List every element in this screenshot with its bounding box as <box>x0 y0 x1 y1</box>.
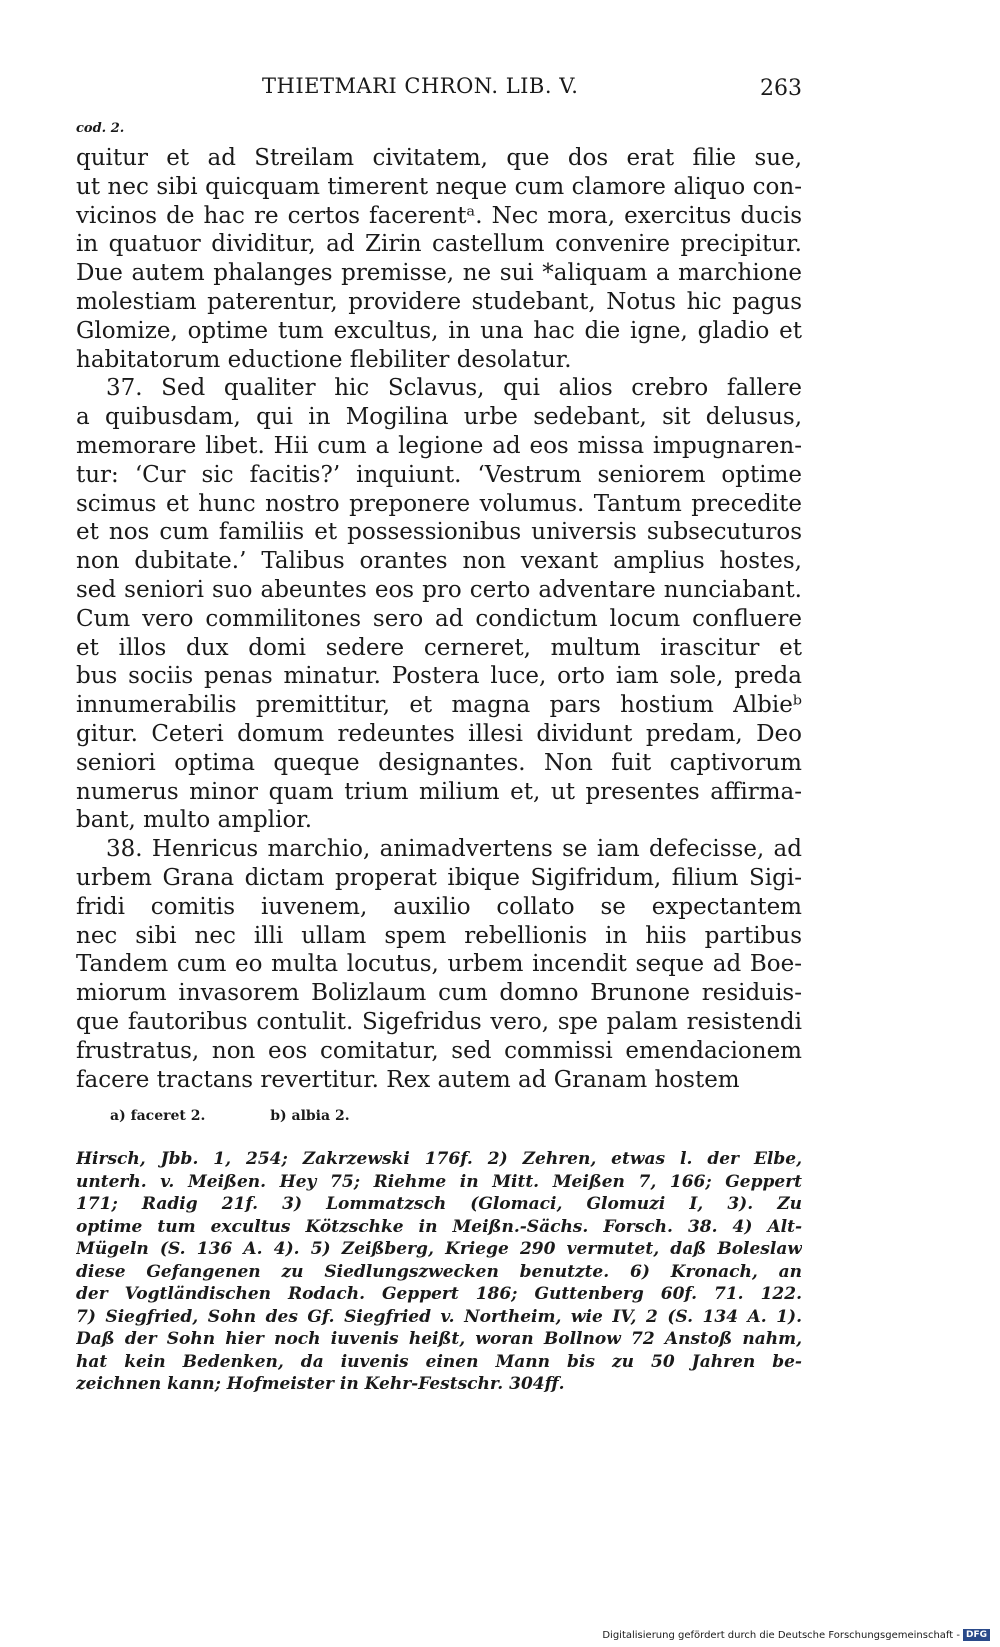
text-line <box>76 346 802 375</box>
text-line <box>76 922 802 951</box>
text-line <box>76 806 802 835</box>
footnote-line: optime tum excultus Kötzschke in Meißn.-Sächs. Forsch. 38. 4) Alt- <box>76 1216 802 1237</box>
footnote-line: zeichnen kann; Hofmeister in Kehr-Festschr. 304ff. <box>76 1374 565 1394</box>
text-line-content: ut nec sibi quicquam timerent neque cum clamore aliquo con- <box>76 173 802 200</box>
page-number: 263 <box>760 76 802 101</box>
text-line <box>76 432 802 461</box>
text-line-content: et nos cum familiis et possessionibus universis subsecuturos <box>76 519 802 546</box>
text-line-content: 37. Sed qualiter hic Sclavus, qui alios crebro fallere <box>106 375 802 402</box>
footnote-line: Mügeln (S. 136 A. 4). 5) Zeißberg, Kriege 290 vermutet, daß Boleslaw <box>76 1239 802 1259</box>
footnote-line: Hirsch, Jbb. 1, 254; Zakrzewski 176f. 2) Zehren, etwas l. der Elbe, <box>76 1149 802 1169</box>
variant-b: b) albia 2. <box>270 1108 350 1124</box>
text-line <box>76 720 802 749</box>
footnote-line: unterh. v. Meißen. Hey 75; Riehme in Mitt. Meißen 7, 166; Geppert <box>76 1171 802 1192</box>
text-line <box>76 518 802 547</box>
text-line-content: numerus minor quam trium milium et, ut presentes affirma- <box>76 778 802 805</box>
footnote-line: diese Gefangenen zu Siedlungszwecken benutzte. 6) Kronach, an <box>76 1261 802 1282</box>
text-line <box>76 490 802 519</box>
footnote-line: hat kein Bedenken, da iuvenis einen Mann bis zu 50 Jahren be- <box>76 1351 802 1372</box>
text-line <box>76 749 802 778</box>
text-line-content: vicinos de hac re certos facerentᵃ. Nec mora, exercitus ducis <box>76 202 802 229</box>
footer-text: Digitalisierung gefördert durch die Deutsche Forschungsgemeinschaft - <box>602 1629 960 1641</box>
text-line <box>76 173 802 202</box>
text-line-content: a quibusdam, qui in Mogilina urbe sedebant, sit delusus, <box>76 404 802 431</box>
text-line-content: memorare libet. Hii cum a legione ad eos missa impugnaren- <box>76 432 802 459</box>
footnotes <box>76 1148 802 1396</box>
text-line-content: Glomize, optime tum excultus, in una hac die igne, gladio et <box>76 317 802 344</box>
footnote-line: 7) Siegfried, Sohn des Gf. Siegfried v. Northeim, wie IV, 2 (S. 134 A. 1). <box>76 1306 802 1327</box>
text-line <box>76 864 802 893</box>
text-line <box>76 835 802 864</box>
text-line <box>76 576 802 605</box>
text-line-content: nec sibi nec illi ullam spem rebellionis in hiis partibus <box>76 922 802 949</box>
footnote-line: Daß der Sohn hier noch iuvenis heißt, woran Bollnow 72 Anstoß nahm, <box>76 1329 802 1349</box>
text-line <box>76 547 802 576</box>
variant-a: a) faceret 2. <box>110 1108 206 1124</box>
text-line <box>76 1008 802 1037</box>
text-line <box>76 288 802 317</box>
text-line <box>76 691 802 720</box>
text-line-content: molestiam paterentur, providere studebant, Notus hic pagus <box>76 288 802 315</box>
text-line <box>76 230 802 259</box>
text-line-content: habitatorum eductione flebiliter desolatur. <box>76 346 572 373</box>
text-line-content: scimus et hunc nostro preponere volumus. Tantum precedite <box>76 490 802 517</box>
variant-readings <box>110 1108 410 1124</box>
text-line-content: sed seniori suo abeuntes eos pro certo adventare nunciabant. <box>76 576 802 603</box>
text-line-content: seniori optima queque designantes. Non fuit captivorum <box>76 749 802 776</box>
footnote-line: 171; Radig 21f. 3) Lommatzsch (Glomaci, Glomuzi I, 3). Zu <box>76 1194 802 1214</box>
text-line <box>76 662 802 691</box>
text-line-content: in quatuor dividitur, ad Zirin castellum convenire precipitur. <box>76 231 802 258</box>
text-line-content: quitur et ad Streilam civitatem, que dos erat filie sue, <box>76 145 802 171</box>
text-line-content: 38. Henricus marchio, animadvertens se iam defecisse, ad <box>106 836 802 863</box>
text-line <box>76 893 802 922</box>
text-line-content: Tandem cum eo multa locutus, urbem incendit seque ad Boe- <box>76 951 802 978</box>
text-line-content: Due autem phalanges premisse, ne sui *aliquam a marchione <box>76 260 802 287</box>
text-line <box>76 605 802 634</box>
dfg-logo: DFG <box>963 1629 990 1641</box>
text-line <box>76 979 802 1008</box>
text-line-content: Cum vero commilitones sero ad condictum locum confluere <box>76 605 802 632</box>
text-line <box>76 202 802 231</box>
text-line-content: bant, multo amplior. <box>76 807 313 834</box>
text-line-content: non dubitate.’ Talibus orantes non vexant amplius hostes, <box>76 548 802 575</box>
text-line-content: urbem Grana dictam properat ibique Sigifridum, filium Sigi- <box>76 864 802 891</box>
text-line <box>76 317 802 346</box>
text-line <box>76 634 802 663</box>
text-line-content: bus sociis penas minatur. Postera luce, orto iam sole, preda <box>76 663 802 690</box>
text-line <box>76 950 802 979</box>
footnote-line: der Vogtländischen Rodach. Geppert 186; Guttenberg 60f. 71. 122. <box>76 1284 802 1304</box>
text-line-content: frustratus, non eos comitatur, sed commissi emendacionem <box>76 1037 802 1064</box>
text-line <box>76 778 802 807</box>
running-title: THIETMARI CHRON. LIB. V. <box>262 74 579 98</box>
text-line <box>76 144 802 173</box>
digitization-footer <box>602 1629 990 1641</box>
text-line-content: miorum invasorem Bolizlaum cum domno Brunone residuis- <box>76 980 802 1007</box>
text-line <box>76 259 802 288</box>
page-header <box>72 70 802 110</box>
text-line-content: gitur. Ceteri domum redeuntes illesi dividunt predam, Deo <box>76 720 802 747</box>
text-line-content: que fautoribus contulit. Sigefridus vero, spe palam resistendi <box>76 1008 802 1035</box>
text-line <box>76 1037 802 1066</box>
text-line-content: et illos dux domi sedere cerneret, multum irascitur et <box>76 634 802 661</box>
text-line <box>76 1066 802 1095</box>
text-line-content: facere tractans revertitur. Rex autem ad Granam hostem <box>76 1066 740 1093</box>
codex-note: cod. 2. <box>76 121 125 136</box>
text-line <box>76 403 802 432</box>
text-line-content: innumerabilis premittitur, et magna pars hostium Albieᵇ <box>76 692 802 719</box>
main-text <box>76 144 802 1094</box>
text-line-content: tur: ‘Cur sic facitis?’ inquiunt. ‘Vestrum seniorem optime <box>76 461 802 488</box>
text-line <box>76 461 802 490</box>
text-line <box>76 374 802 403</box>
text-line-content: fridi comitis iuvenem, auxilio collato se expectantem <box>76 893 802 920</box>
